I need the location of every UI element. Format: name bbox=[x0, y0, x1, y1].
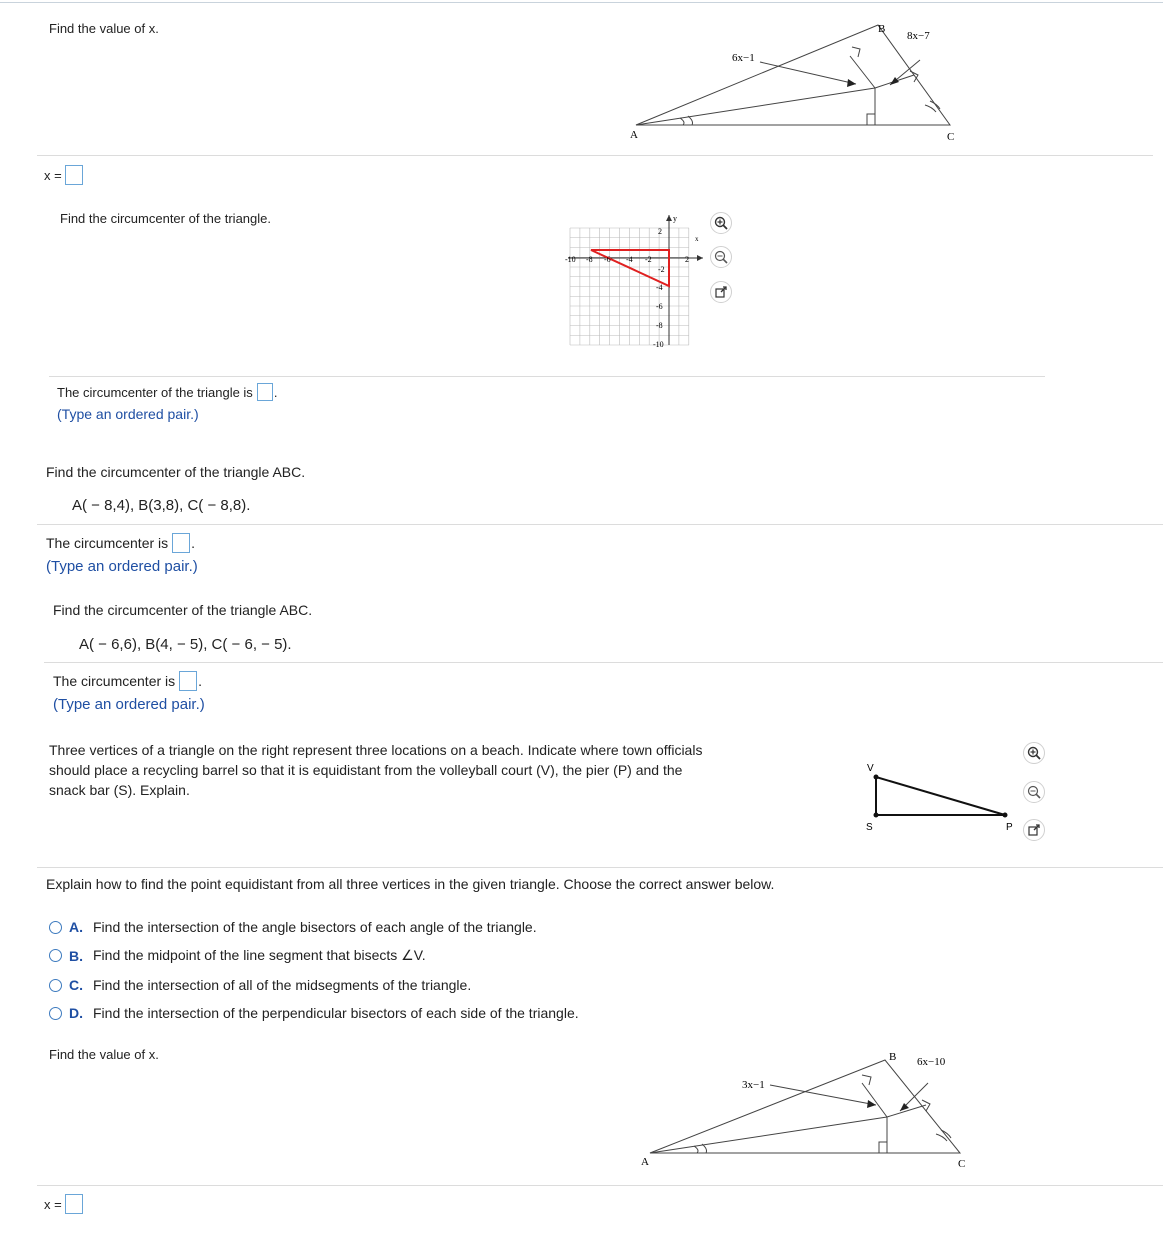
q5-prompt-line: should place a recycling barrel so that it is equidistant from the volleyball court (V), the pier (P) and the bbox=[49, 762, 683, 778]
answer-prefix: x = bbox=[44, 1196, 62, 1212]
x-answer-input[interactable] bbox=[65, 165, 83, 185]
circumcenter-input[interactable] bbox=[179, 671, 197, 691]
vertex-a: A bbox=[641, 1156, 649, 1168]
option-text: Find the intersection of all of the midsegments of the triangle. bbox=[93, 977, 472, 993]
label-8x-7: 8x−7 bbox=[907, 30, 930, 42]
vertex-s: S bbox=[866, 822, 873, 833]
q5-prompt-line: snack bar (S). Explain. bbox=[49, 782, 190, 798]
q4-prompt: Find the circumcenter of the triangle ABC. bbox=[53, 602, 313, 618]
radio-button[interactable] bbox=[49, 949, 62, 962]
graph-label-x: x bbox=[695, 235, 699, 243]
q1-triangle-figure bbox=[620, 15, 965, 145]
answer-suffix: . bbox=[198, 673, 203, 689]
option-letter: A. bbox=[69, 919, 83, 935]
q2-answer-row bbox=[57, 383, 277, 401]
zoom-in-icon[interactable] bbox=[1023, 742, 1045, 764]
graph-tick: 2 bbox=[658, 227, 662, 236]
label-6x-1: 6x−1 bbox=[732, 52, 755, 64]
option-letter: B. bbox=[69, 947, 83, 964]
graph-tick: -4 bbox=[656, 283, 663, 292]
graph-tick: -10 bbox=[565, 255, 576, 264]
graph-tick: -10 bbox=[653, 340, 664, 349]
popout-icon[interactable] bbox=[1023, 819, 1045, 841]
answer-suffix: . bbox=[191, 535, 196, 551]
answer-prefix: x = bbox=[44, 167, 62, 183]
x-answer-input[interactable] bbox=[65, 1194, 83, 1214]
hint-text: (Type an ordered pair.) bbox=[53, 696, 205, 713]
q5-instruction: Explain how to find the point equidistant from all three vertices in the given triangle. Choose the correct answer below. bbox=[46, 876, 775, 892]
option-letter: C. bbox=[69, 977, 83, 993]
option-c[interactable] bbox=[49, 977, 471, 993]
radio-button[interactable] bbox=[49, 979, 62, 992]
graph-tick: -4 bbox=[626, 255, 633, 264]
divider bbox=[37, 867, 1163, 868]
popout-icon[interactable] bbox=[710, 281, 732, 303]
graph-tick: -8 bbox=[586, 255, 593, 264]
hint-text: (Type an ordered pair.) bbox=[57, 406, 199, 422]
divider bbox=[49, 376, 1045, 377]
q3-prompt: Find the circumcenter of the triangle ABC. bbox=[46, 464, 306, 480]
circumcenter-input[interactable] bbox=[172, 533, 190, 553]
q5-prompt bbox=[49, 740, 702, 800]
option-text: Find the intersection of the angle bisectors of each angle of the triangle. bbox=[93, 919, 537, 935]
radio-button[interactable] bbox=[49, 921, 62, 934]
q4-answer-row bbox=[53, 671, 202, 691]
option-text: Find the midpoint of the line segment that bisects ∠V. bbox=[93, 947, 426, 963]
option-d[interactable] bbox=[49, 1005, 579, 1021]
divider bbox=[44, 662, 1163, 663]
graph-tick: -6 bbox=[656, 302, 663, 311]
graph-tick: 2 bbox=[685, 255, 689, 264]
divider bbox=[37, 524, 1163, 525]
answer-suffix: . bbox=[273, 384, 278, 400]
answer-prefix: The circumcenter is bbox=[46, 535, 169, 551]
option-letter: D. bbox=[69, 1005, 83, 1021]
divider bbox=[37, 1185, 1163, 1186]
q5-prompt-line: Three vertices of a triangle on the right represent three locations on a beach. Indicate where town officials bbox=[49, 742, 703, 758]
graph-tick: -2 bbox=[658, 265, 665, 274]
label-6x-10: 6x−10 bbox=[917, 1056, 946, 1068]
divider bbox=[37, 155, 1153, 156]
vertex-b: B bbox=[889, 1051, 897, 1063]
q3-answer-row bbox=[46, 533, 195, 553]
zoom-out-icon[interactable] bbox=[710, 246, 732, 268]
option-a[interactable] bbox=[49, 919, 537, 935]
hint-text: (Type an ordered pair.) bbox=[46, 558, 198, 575]
graph-tick: -8 bbox=[656, 321, 663, 330]
graph-tick: -2 bbox=[645, 255, 652, 264]
vertex-p: P bbox=[1006, 822, 1013, 833]
q1-prompt: Find the value of x. bbox=[49, 21, 159, 36]
q3-points: A( − 8,4), B(3,8), C( − 8,8). bbox=[72, 497, 251, 514]
label-3x-1: 3x−1 bbox=[742, 1079, 765, 1091]
vertex-v: V bbox=[867, 763, 874, 774]
graph-label-y: y bbox=[673, 214, 677, 223]
option-b[interactable] bbox=[49, 947, 426, 964]
q4-points: A( − 6,6), B(4, − 5), C( − 6, − 5). bbox=[79, 636, 292, 653]
vertex-c: C bbox=[947, 131, 955, 143]
answer-prefix: The circumcenter is bbox=[53, 673, 176, 689]
zoom-in-icon[interactable] bbox=[710, 212, 732, 234]
q6-prompt: Find the value of x. bbox=[49, 1047, 159, 1062]
vertex-a: A bbox=[630, 129, 638, 141]
vertex-b: B bbox=[878, 23, 886, 35]
coordinate-graph bbox=[563, 210, 713, 350]
vertex-c: C bbox=[958, 1158, 966, 1170]
q1-answer-row bbox=[44, 165, 84, 185]
q2-prompt: Find the circumcenter of the triangle. bbox=[60, 211, 271, 226]
beach-triangle-figure bbox=[860, 758, 1020, 838]
graph-tick: -6 bbox=[604, 255, 611, 264]
top-divider bbox=[0, 2, 1163, 3]
option-text: Find the intersection of the perpendicular bisectors of each side of the triangle. bbox=[93, 1005, 579, 1021]
q6-answer-row bbox=[44, 1194, 84, 1214]
circumcenter-input[interactable] bbox=[257, 383, 273, 401]
answer-prefix: The circumcenter of the triangle is bbox=[57, 384, 253, 400]
q6-triangle-figure bbox=[630, 1045, 975, 1175]
radio-button[interactable] bbox=[49, 1007, 62, 1020]
zoom-out-icon[interactable] bbox=[1023, 781, 1045, 803]
